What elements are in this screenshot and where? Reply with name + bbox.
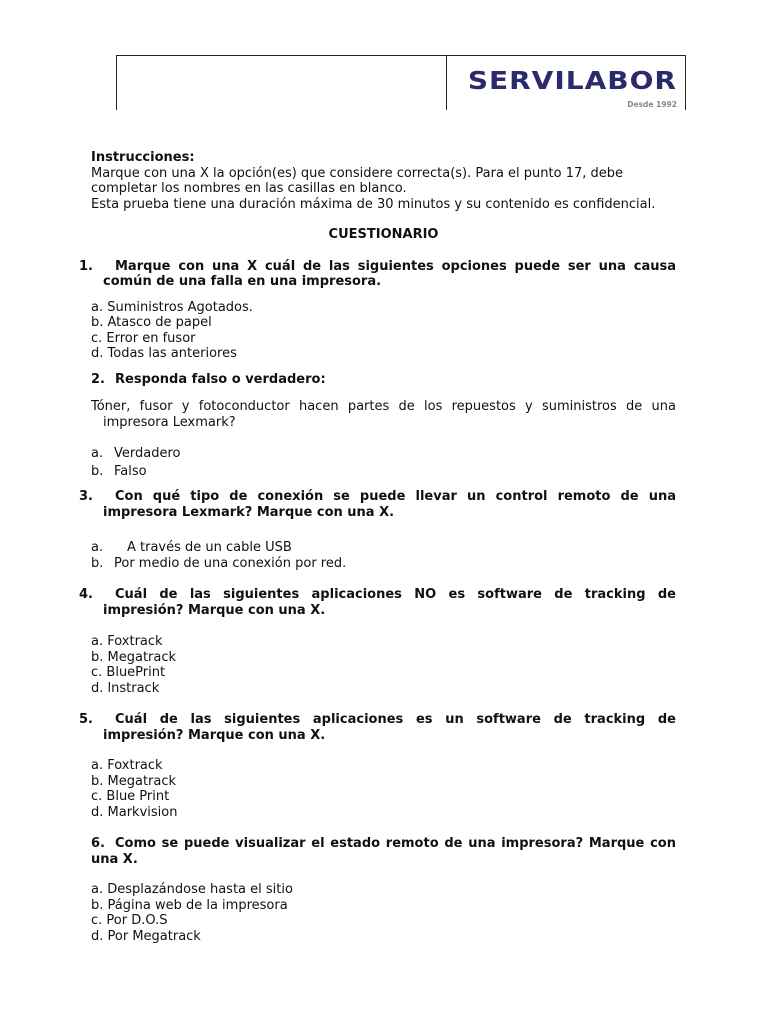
option-b[interactable]: b. Megatrack bbox=[91, 649, 177, 665]
question-label: Cuál de las siguientes aplicaciones NO es software de tracking de impresión? Marque con una X. bbox=[103, 587, 676, 618]
question-number: 3. bbox=[79, 489, 93, 504]
question-text bbox=[79, 587, 676, 618]
option-c[interactable]: c. Por D.O.S bbox=[91, 913, 168, 928]
option-b[interactable]: b. Falso bbox=[91, 463, 147, 479]
option-c[interactable]: c. Blue Print bbox=[91, 789, 170, 804]
question-number: 4. bbox=[79, 587, 93, 602]
question-text bbox=[79, 258, 676, 290]
options-list bbox=[91, 300, 676, 362]
logo-subtitle: Desde 1992 bbox=[627, 100, 677, 109]
options-list bbox=[91, 540, 676, 571]
option-a[interactable]: a. A través de un cable USB bbox=[91, 540, 292, 555]
servilabor-logo bbox=[467, 66, 677, 109]
option-d[interactable]: d. Por Megatrack bbox=[91, 928, 201, 944]
options-list bbox=[91, 634, 676, 696]
option-a[interactable]: a. Desplazándose hasta el sitio bbox=[91, 882, 293, 897]
question-number: 6. bbox=[91, 836, 105, 851]
question-label: Marque con una X cuál de las siguientes opciones puede ser una causa común de una falla en una impresora. bbox=[103, 258, 676, 289]
question-number: 2. bbox=[91, 371, 105, 387]
instructions-line-2: Esta prueba tiene una duración máxima de 30 minutos y su contenido es confidencial. bbox=[91, 196, 656, 212]
question-text bbox=[91, 372, 676, 388]
question-label: Con qué tipo de conexión se puede llevar un control remoto de una impresora Lexmark? Marque con una X. bbox=[103, 489, 676, 520]
option-c[interactable]: c. Error en fusor bbox=[91, 330, 196, 346]
section-title: CUESTIONARIO bbox=[328, 227, 439, 242]
options-list bbox=[91, 758, 676, 820]
question-label: Responda falso o verdadero: bbox=[115, 371, 326, 387]
options-list bbox=[91, 882, 676, 944]
option-a[interactable]: a. Foxtrack bbox=[91, 758, 163, 773]
question-label: Como se puede visualizar el estado remoto de una impresora? Marque con una X. bbox=[91, 836, 676, 867]
option-b[interactable]: b. Atasco de papel bbox=[91, 315, 212, 330]
option-d[interactable]: d. Todas las anteriores bbox=[91, 346, 237, 361]
option-d[interactable]: d. Markvision bbox=[91, 804, 178, 820]
question-text bbox=[91, 836, 676, 867]
option-a[interactable]: a. Suministros Agotados. bbox=[91, 299, 253, 315]
option-c[interactable]: c. BluePrint bbox=[91, 665, 166, 680]
option-b[interactable]: b. Página web de la impresora bbox=[91, 897, 288, 913]
option-b[interactable]: b. Por medio de una conexión por red. bbox=[91, 555, 347, 571]
option-b[interactable]: b. Megatrack bbox=[91, 773, 177, 789]
options-list bbox=[91, 446, 676, 479]
question-1 bbox=[79, 258, 676, 362]
question-label: Cuál de las siguientes aplicaciones es un software de tracking de impresión? Marque con una X. bbox=[103, 712, 676, 743]
document-body bbox=[79, 150, 676, 944]
option-a[interactable]: a. Verdadero bbox=[91, 446, 181, 461]
instructions-title: Instrucciones: bbox=[91, 150, 195, 165]
question-4 bbox=[79, 587, 676, 696]
question-statement: Tóner, fusor y fotoconductor hacen partes de los repuestos y suministros de una impresora Lexmark? bbox=[91, 399, 676, 430]
document-header bbox=[116, 55, 686, 110]
question-text bbox=[79, 489, 676, 520]
option-d[interactable]: d. lnstrack bbox=[91, 680, 160, 696]
logo-text: SERVILABOR bbox=[467, 66, 677, 96]
question-6 bbox=[91, 836, 676, 944]
instructions-line-1: Marque con una X la opción(es) que considere correcta(s). Para el punto 17, debe completar los nombres en las casillas en blanco. bbox=[91, 165, 624, 196]
header-divider bbox=[446, 56, 447, 110]
question-text bbox=[79, 712, 676, 743]
question-3 bbox=[79, 489, 676, 571]
option-a[interactable]: a. Foxtrack bbox=[91, 634, 163, 649]
question-number: 5. bbox=[79, 712, 93, 727]
question-number: 1. bbox=[79, 258, 93, 274]
question-2 bbox=[91, 372, 676, 480]
instructions bbox=[91, 150, 676, 212]
question-5 bbox=[79, 712, 676, 820]
